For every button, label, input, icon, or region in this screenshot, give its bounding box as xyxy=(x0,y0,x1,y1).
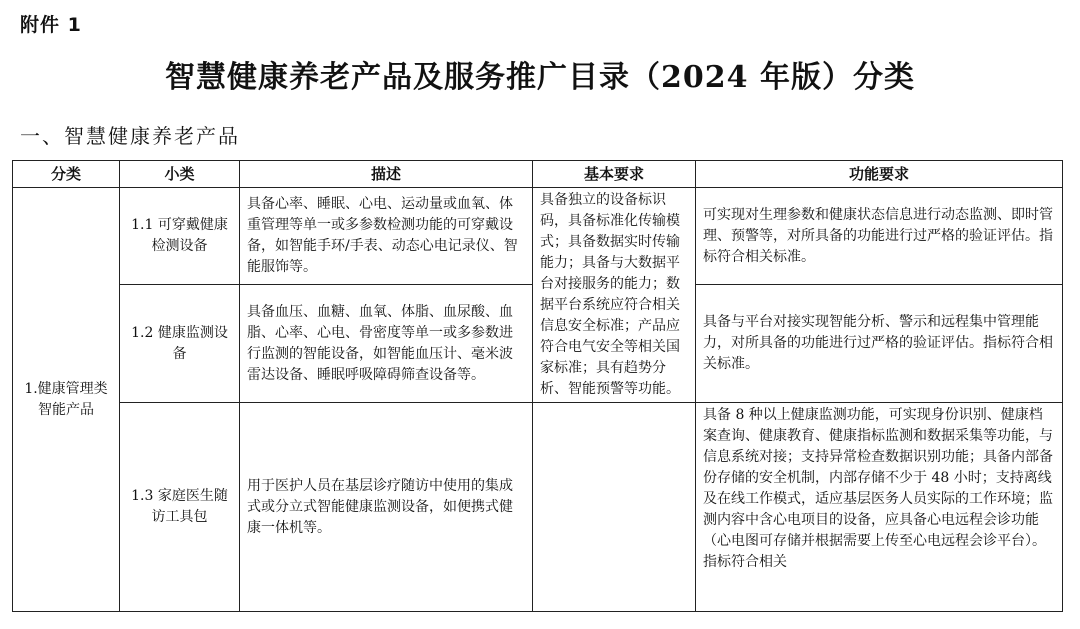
basic-requirements-continuation-cell xyxy=(533,403,696,612)
header-description: 描述 xyxy=(240,161,533,188)
header-category: 分类 xyxy=(13,161,120,188)
document-title: 智慧健康养老产品及服务推广目录（2024 年版）分类 xyxy=(165,60,915,95)
function-requirements-cell xyxy=(696,403,1063,612)
table-header-row xyxy=(13,161,1063,188)
subcategory-cell: 1.3 家庭医生随访工具包 xyxy=(120,403,240,612)
attachment-label: 附件 1 xyxy=(20,14,82,36)
description-cell: 具备血压、血糖、血氧、体脂、血尿酸、血脂、心率、心电、骨密度等单一或多参数进行监测的智能设备，如智能血压计、毫米波雷达设备、睡眠呼吸障碍筛查设备等。 xyxy=(240,285,533,403)
table-row xyxy=(13,188,1063,285)
subcategory-cell: 1.1 可穿戴健康检测设备 xyxy=(120,188,240,285)
header-subcategory: 小类 xyxy=(120,161,240,188)
function-requirements-text: 具备 8 种以上健康监测功能，可实现身份识别、健康档案查询、健康教育、健康指标监测和数据采集等功能，与信息系统对接；支持异常检查数据识别功能；具备内部备份存储的安全机制，内部存储不少于 48 小时；支持离线及在线工作模式，适应基层医务人员实际的工作环境；监测内容中含心电项目的设备，应具备心电远程会诊功能（心电图可存储并根据需要上传至心电远程会诊平台）。指标符合相关 xyxy=(703,407,1053,570)
header-basic-requirements: 基本要求 xyxy=(533,161,696,188)
product-catalog-table xyxy=(12,160,1063,612)
category-cell: 1.健康管理类智能产品 xyxy=(13,188,120,612)
subcategory-cell: 1.2 健康监测设备 xyxy=(120,285,240,403)
header-function-requirements: 功能要求 xyxy=(696,161,1063,188)
description-cell: 具备心率、睡眠、心电、运动量或血氧、体重管理等单一或多参数检测功能的可穿戴设备，如智能手环/手表、动态心电记录仪、智能服饰等。 xyxy=(240,188,533,285)
basic-requirements-cell: 具备独立的设备标识码，具备标准化传输模式；具备数据实时传输能力；具备与大数据平台对接服务的能力；数据平台系统应符合相关信息安全标准；产品应符合电气安全等相关国家标准；具有趋势分析、智能预警等功能。 xyxy=(533,188,696,403)
function-requirements-cell: 具备与平台对接实现智能分析、警示和远程集中管理能力，对所具备的功能进行过严格的验证评估。指标符合相关标准。 xyxy=(696,285,1063,403)
function-requirements-cell: 可实现对生理参数和健康状态信息进行动态监测、即时管理、预警等，对所具备的功能进行过严格的验证评估。指标符合相关标准。 xyxy=(696,188,1063,285)
table-row xyxy=(13,403,1063,612)
description-cell: 用于医护人员在基层诊疗随访中使用的集成式或分立式智能健康监测设备，如便携式健康一体机等。 xyxy=(240,403,533,612)
section-heading: 一、智慧健康养老产品 xyxy=(20,124,240,148)
